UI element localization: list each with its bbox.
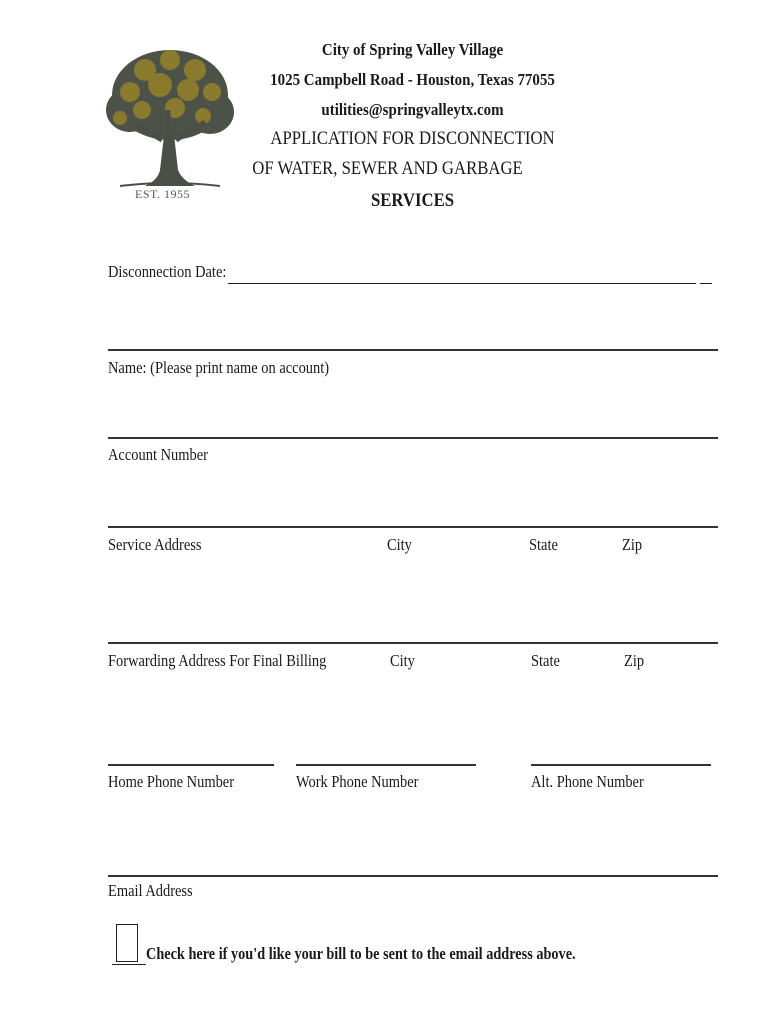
service-state-label: State xyxy=(529,535,558,554)
email-bill-checkbox[interactable] xyxy=(116,924,138,962)
form-title-line1: APPLICATION FOR DISCONNECTION xyxy=(270,128,555,149)
service-address-label: Service Address xyxy=(108,535,202,554)
forwarding-state-label: State xyxy=(531,651,560,670)
email-bill-check-label: Check here if you'd like your bill to be sent to the email address above. xyxy=(146,944,576,963)
work-phone-field[interactable] xyxy=(296,764,476,766)
established-text: EST. 1955 xyxy=(135,187,190,201)
disconnection-date-field[interactable] xyxy=(228,283,696,284)
org-address: 1025 Campbell Road - Houston, Texas 77055 xyxy=(270,70,555,89)
org-name: City of Spring Valley Village xyxy=(321,40,504,59)
org-email: utilities@springvalleytx.com xyxy=(321,100,504,119)
service-city-label: City xyxy=(387,535,412,554)
forwarding-address-field[interactable] xyxy=(108,642,718,644)
home-phone-label: Home Phone Number xyxy=(108,772,235,791)
checkbox-underline xyxy=(112,964,146,965)
account-number-label: Account Number xyxy=(108,445,208,464)
forwarding-address-label: Forwarding Address For Final Billing xyxy=(108,651,327,670)
forwarding-zip-label: Zip xyxy=(624,651,645,670)
account-number-field[interactable] xyxy=(108,437,718,439)
name-label: Name: (Please print name on account) xyxy=(108,358,330,377)
disconnection-date-label: Disconnection Date: xyxy=(108,262,227,281)
service-address-field[interactable] xyxy=(108,526,718,528)
oak-tree-icon xyxy=(100,40,240,210)
alt-phone-field[interactable] xyxy=(531,764,711,766)
service-zip-label: Zip xyxy=(622,535,643,554)
home-phone-field[interactable] xyxy=(108,764,274,766)
name-field[interactable] xyxy=(108,349,718,351)
email-field[interactable] xyxy=(108,875,718,877)
form-title-line2: OF WATER, SEWER AND GARBAGE xyxy=(252,158,523,179)
form-title-line3: SERVICES xyxy=(370,190,455,211)
disconnection-date-field-end xyxy=(700,283,712,284)
forwarding-city-label: City xyxy=(390,651,415,670)
email-label: Email Address xyxy=(108,881,193,900)
work-phone-label: Work Phone Number xyxy=(296,772,419,791)
alt-phone-label: Alt. Phone Number xyxy=(531,772,644,791)
